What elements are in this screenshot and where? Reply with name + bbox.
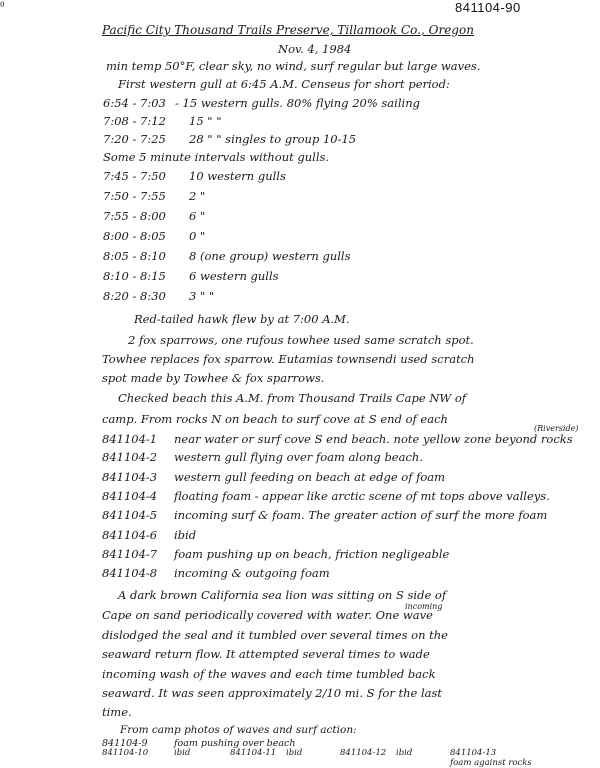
photo-desc: ibid bbox=[174, 528, 197, 542]
census-time: 6:54 - 7:03 bbox=[103, 96, 166, 110]
census-note: 28 " " singles to group 10-15 bbox=[189, 132, 357, 146]
census-note: 2 " bbox=[189, 189, 206, 203]
sea-lion-note: dislodged the seal and it tumbled over several times on the bbox=[102, 628, 448, 642]
census-time: 8:05 - 8:10 bbox=[103, 249, 166, 263]
sea-lion-note: time. bbox=[102, 705, 132, 719]
photo-desc: ibid bbox=[396, 748, 413, 758]
photo-id: 841104-10 bbox=[102, 748, 149, 758]
towhee-note: Towhee replaces fox sparrow. Eutamias townsendi used scratch bbox=[102, 352, 475, 366]
weather-line: min temp 50°F, clear sky, no wind, surf regular but large waves. bbox=[106, 59, 481, 73]
census-note: 15 " " bbox=[189, 114, 222, 128]
photo-id: 841104-5 bbox=[102, 508, 158, 522]
census-time: 7:08 - 7:12 bbox=[103, 114, 166, 128]
camp-photos-heading: From camp photos of waves and surf action: bbox=[120, 724, 357, 736]
incoming-insert: incoming bbox=[405, 602, 443, 611]
sparrow-note: 2 fox sparrows, one rufous towhee used same scratch spot. bbox=[128, 333, 474, 347]
photo-desc: incoming surf & foam. The greater action of surf the more foam bbox=[174, 508, 548, 522]
photo-desc: foam pushing up on beach, friction negligeable bbox=[174, 547, 450, 561]
census-note: 10 western gulls bbox=[189, 169, 286, 183]
photo-id: 841104-3 bbox=[102, 470, 158, 484]
sea-lion-note: seaward return flow. It attempted several times to wade bbox=[102, 647, 430, 661]
sea-lion-note: incoming wash of the waves and each time tumbled back bbox=[102, 667, 436, 681]
census-time: 8:10 - 8:15 bbox=[103, 269, 166, 283]
census-time: 7:20 - 7:25 bbox=[103, 132, 166, 146]
sea-lion-note: seaward. It was seen approximately 2/10 mi. S for the last bbox=[102, 686, 443, 700]
census-note: 6 " bbox=[189, 209, 206, 223]
photo-desc: foam pushing over beach bbox=[174, 738, 296, 749]
photo-desc: floating foam - appear like arctic scene of mt tops above valleys. bbox=[174, 489, 550, 503]
photo-id: 841104-9 bbox=[102, 738, 148, 749]
riverside-insert: (Riverside) bbox=[534, 424, 579, 433]
census-note: 8 (one group) western gulls bbox=[189, 249, 351, 263]
census-time: 7:50 - 7:55 bbox=[103, 189, 166, 203]
photo-desc: western gull flying over foam along beach. bbox=[174, 450, 423, 464]
photo-desc: western gull feeding on beach at edge of foam bbox=[174, 470, 446, 484]
photo-id: 841104-6 bbox=[102, 528, 158, 542]
photo-id: 841104-7 bbox=[102, 547, 158, 561]
photo-id: 841104-2 bbox=[102, 450, 158, 464]
census-note: - 15 western gulls. 80% flying 20% sailing bbox=[175, 96, 420, 110]
census-note: 6 western gulls bbox=[189, 269, 279, 283]
margin-mark: 0 bbox=[0, 1, 5, 9]
census-time: 8:20 - 8:30 bbox=[103, 289, 166, 303]
photo-id: 841104-1 bbox=[102, 432, 158, 446]
census-note: 3 " " bbox=[189, 289, 215, 303]
sea-lion-note: Cape on sand periodically covered with water. One wave bbox=[102, 608, 433, 622]
photo-desc: near water or surf cove S end beach. note yellow zone beyond rocks bbox=[174, 432, 573, 446]
census-time: 7:45 - 7:50 bbox=[103, 169, 166, 183]
photo-id: 841104-11 bbox=[230, 748, 277, 758]
photo-desc: ibid bbox=[174, 748, 191, 758]
photo-id: 841104-8 bbox=[102, 566, 158, 580]
photo-id: 841104-4 bbox=[102, 489, 158, 503]
photo-id: 841104-13 bbox=[450, 748, 497, 758]
beach-extent-note: camp. From rocks N on beach to surf cove at S end of each bbox=[102, 412, 448, 426]
scratch-spot-note: spot made by Towhee & fox sparrows. bbox=[102, 371, 325, 385]
photo-desc: incoming & outgoing foam bbox=[174, 566, 330, 580]
census-time: 7:55 - 8:00 bbox=[103, 209, 166, 223]
entry-date: Nov. 4, 1984 bbox=[278, 42, 352, 56]
census-intro-line: First western gull at 6:45 A.M. Censeus for short period: bbox=[118, 77, 450, 91]
document-number: 841104-90 bbox=[455, 0, 521, 15]
interval-note: Some 5 minute intervals without gulls. bbox=[103, 150, 330, 164]
page-title: Pacific City Thousand Trails Preserve, Tillamook Co., Oregon bbox=[102, 23, 474, 37]
photo-desc: foam against rocks bbox=[450, 758, 532, 768]
hawk-note: Red-tailed hawk flew by at 7:00 A.M. bbox=[134, 312, 350, 326]
beach-check-note: Checked beach this A.M. from Thousand Trails Cape NW of bbox=[118, 391, 467, 405]
sea-lion-note: A dark brown California sea lion was sitting on S side of bbox=[118, 588, 447, 602]
census-time: 8:00 - 8:05 bbox=[103, 229, 166, 243]
photo-id: 841104-12 bbox=[340, 748, 387, 758]
census-note: 0 " bbox=[189, 229, 206, 243]
photo-desc: ibid bbox=[286, 748, 303, 758]
